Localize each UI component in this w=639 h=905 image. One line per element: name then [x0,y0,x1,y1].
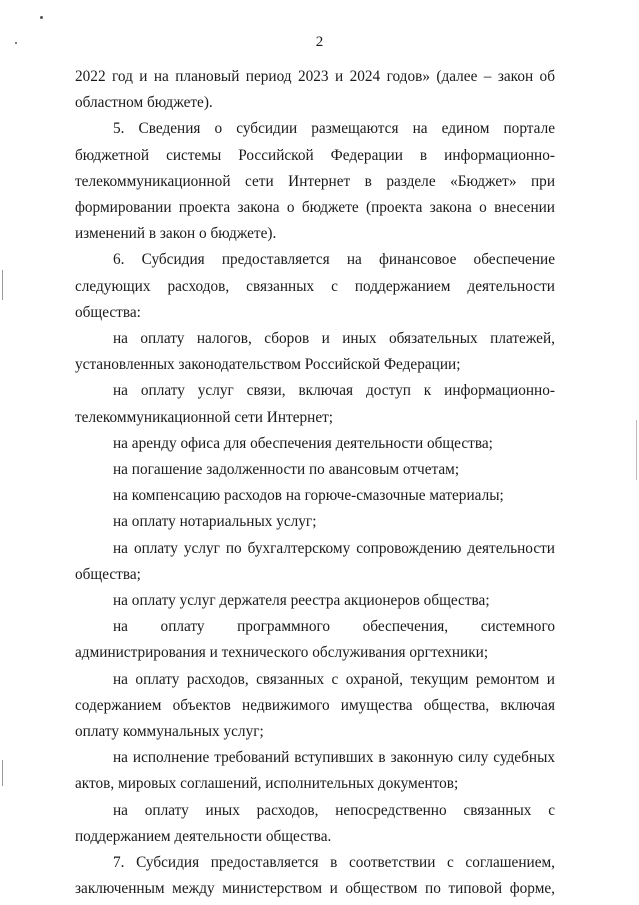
paragraph-5: 5. Сведения о субсидии размещаются на едином портале бюджетной системы Российской Федерации в информационно-телекоммуникационной сети Интернет в разделе «Бюджет» при формировании проекта закона о бюджете (проекта закона о внесении изменений в закон о бюджете). [75,120,555,243]
expense-item: на компенсацию расходов на горюче-смазочные материалы; [113,487,504,505]
page-number: 2 [315,34,324,50]
expense-item: на погашение задолженности по авансовым отчетам; [113,461,460,479]
expense-item: на оплату нотариальных услуг; [113,513,317,531]
scan-edge-line [2,270,3,300]
paragraph-7: 7. Субсидия предоставляется в соответствии с соглашением, заключенным между министерством и обществом по типовой форме, [75,854,555,898]
scan-speck [40,16,43,19]
scan-edge-line [2,760,3,786]
document-body [75,64,555,903]
scan-speck [15,42,17,44]
expense-item: на аренду офиса для обеспечения деятельности общества; [113,434,493,452]
expense-item: на оплату услуг связи, включая доступ к информационно-телекоммуникационной сети Интернет; [75,382,555,426]
expense-item: на исполнение требований вступивших в законную силу судебных актов, мировых соглашений, исполнительных документов; [75,749,555,793]
expense-item: на оплату расходов, связанных с охраной, текущим ремонтом и содержанием объектов недвижимого имущества общества, включая оплату коммунальных услуг; [75,670,555,741]
paragraph-continuation: 2022 год и на плановый период 2023 и 2024 годов» (далее – закон об областном бюджете). [75,68,555,112]
expense-item: на оплату услуг держателя реестра акционеров общества; [113,592,490,610]
expense-item: на оплату налогов, сборов и иных обязательных платежей, установленных законодательством Российской Федерации; [75,330,555,374]
expense-item: на оплату услуг по бухгалтерскому сопровождению деятельности общества; [75,539,555,583]
expense-item: на оплату программного обеспечения, системного администрирования и технического обслуживания оргтехники; [75,618,555,662]
expense-item: на оплату иных расходов, непосредственно связанных с поддержанием деятельности общества. [75,801,555,845]
paragraph-6: 6. Субсидия предоставляется на финансовое обеспечение следующих расходов, связанных с поддержанием деятельности общества: [75,251,555,321]
scan-edge-line [636,420,637,480]
